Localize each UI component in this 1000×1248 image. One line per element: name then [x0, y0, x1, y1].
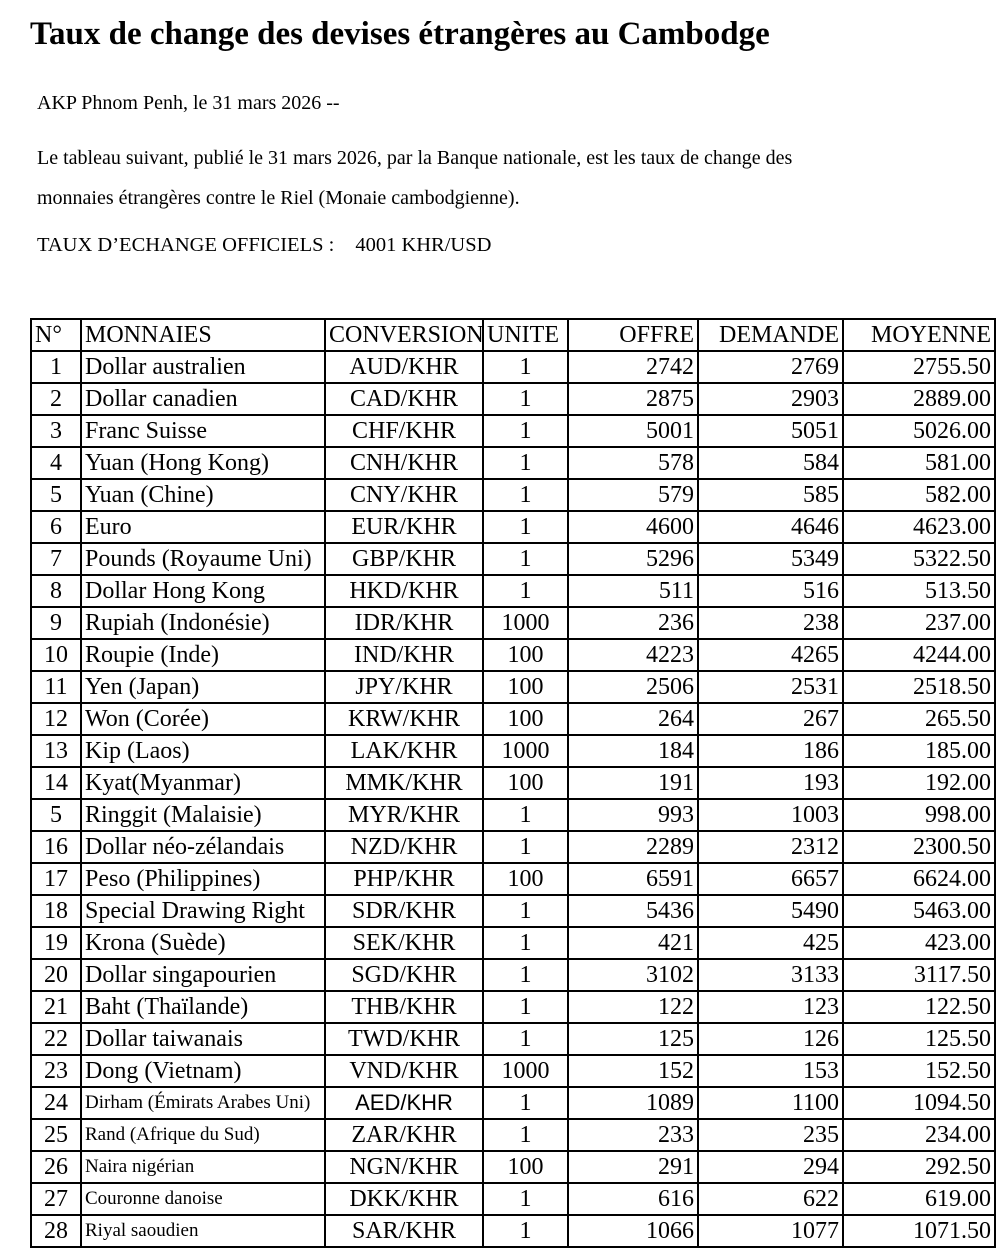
- cell-average: 5463.00: [843, 895, 995, 927]
- document-page: [0, 14, 1000, 1244]
- cell-currency-name: Dollar australien: [81, 351, 325, 383]
- cell-conversion: DKK/KHR: [325, 1183, 483, 1215]
- cell-conversion: NGN/KHR: [325, 1151, 483, 1183]
- cell-number: 9: [31, 607, 81, 639]
- cell-demand: 5051: [698, 415, 843, 447]
- cell-average: 5322.50: [843, 543, 995, 575]
- cell-offer: 2742: [568, 351, 698, 383]
- cell-demand: 425: [698, 927, 843, 959]
- dateline: AKP Phnom Penh, le 31 mars 2026 --: [37, 92, 340, 114]
- cell-unit: 1: [483, 895, 568, 927]
- table-row: [31, 1119, 995, 1151]
- cell-number: 19: [31, 927, 81, 959]
- cell-offer: 236: [568, 607, 698, 639]
- table-row: [31, 447, 995, 479]
- table-row: [31, 543, 995, 575]
- cell-number: 27: [31, 1183, 81, 1215]
- exchange-rate-table: [30, 318, 996, 1248]
- cell-unit: 1: [483, 415, 568, 447]
- cell-offer: 993: [568, 799, 698, 831]
- cell-demand: 267: [698, 703, 843, 735]
- cell-currency-name: Roupie (Inde): [81, 639, 325, 671]
- cell-average: 2300.50: [843, 831, 995, 863]
- cell-average: 1094.50: [843, 1087, 995, 1119]
- cell-demand: 6657: [698, 863, 843, 895]
- cell-demand: 5349: [698, 543, 843, 575]
- cell-demand: 193: [698, 767, 843, 799]
- cell-average: 998.00: [843, 799, 995, 831]
- cell-conversion: AED/KHR: [325, 1087, 483, 1119]
- cell-offer: 191: [568, 767, 698, 799]
- cell-offer: 4223: [568, 639, 698, 671]
- intro-paragraph: [37, 138, 1000, 218]
- cell-conversion: TWD/KHR: [325, 1023, 483, 1055]
- cell-unit: 1: [483, 575, 568, 607]
- table-row: [31, 1151, 995, 1183]
- cell-number: 17: [31, 863, 81, 895]
- cell-average: 582.00: [843, 479, 995, 511]
- cell-conversion: CNY/KHR: [325, 479, 483, 511]
- cell-average: 619.00: [843, 1183, 995, 1215]
- cell-offer: 122: [568, 991, 698, 1023]
- cell-unit: 1: [483, 543, 568, 575]
- cell-unit: 1: [483, 479, 568, 511]
- cell-offer: 184: [568, 735, 698, 767]
- cell-conversion: THB/KHR: [325, 991, 483, 1023]
- cell-number: 6: [31, 511, 81, 543]
- cell-number: 4: [31, 447, 81, 479]
- cell-demand: 2312: [698, 831, 843, 863]
- cell-unit: 1000: [483, 735, 568, 767]
- cell-demand: 123: [698, 991, 843, 1023]
- cell-average: 513.50: [843, 575, 995, 607]
- cell-conversion: EUR/KHR: [325, 511, 483, 543]
- cell-conversion: IDR/KHR: [325, 607, 483, 639]
- cell-demand: 153: [698, 1055, 843, 1087]
- table-row: [31, 991, 995, 1023]
- cell-offer: 3102: [568, 959, 698, 991]
- cell-conversion: CAD/KHR: [325, 383, 483, 415]
- table-row: [31, 351, 995, 383]
- cell-conversion: SAR/KHR: [325, 1215, 483, 1247]
- cell-conversion: GBP/KHR: [325, 543, 483, 575]
- cell-offer: 1089: [568, 1087, 698, 1119]
- column-header-currency: MONNAIES: [81, 319, 325, 351]
- cell-offer: 233: [568, 1119, 698, 1151]
- cell-conversion: SGD/KHR: [325, 959, 483, 991]
- cell-conversion: VND/KHR: [325, 1055, 483, 1087]
- cell-currency-name: Naira nigérian: [81, 1151, 325, 1183]
- cell-unit: 100: [483, 703, 568, 735]
- cell-conversion: SEK/KHR: [325, 927, 483, 959]
- cell-currency-name: Rupiah (Indonésie): [81, 607, 325, 639]
- cell-unit: 1: [483, 927, 568, 959]
- cell-number: 25: [31, 1119, 81, 1151]
- cell-demand: 2531: [698, 671, 843, 703]
- cell-unit: 1000: [483, 607, 568, 639]
- cell-offer: 5436: [568, 895, 698, 927]
- cell-unit: 1: [483, 447, 568, 479]
- cell-average: 2889.00: [843, 383, 995, 415]
- cell-demand: 186: [698, 735, 843, 767]
- cell-conversion: CHF/KHR: [325, 415, 483, 447]
- cell-number: 28: [31, 1215, 81, 1247]
- cell-offer: 578: [568, 447, 698, 479]
- cell-currency-name: Kip (Laos): [81, 735, 325, 767]
- cell-demand: 294: [698, 1151, 843, 1183]
- cell-currency-name: Rand (Afrique du Sud): [81, 1119, 325, 1151]
- cell-average: 125.50: [843, 1023, 995, 1055]
- cell-demand: 3133: [698, 959, 843, 991]
- cell-currency-name: Krona (Suède): [81, 927, 325, 959]
- cell-average: 2755.50: [843, 351, 995, 383]
- column-header-average: MOYENNE: [843, 319, 995, 351]
- cell-currency-name: Franc Suisse: [81, 415, 325, 447]
- table-body: [31, 351, 995, 1247]
- cell-currency-name: Euro: [81, 511, 325, 543]
- table-header-row: [31, 319, 995, 351]
- cell-average: 581.00: [843, 447, 995, 479]
- cell-currency-name: Baht (Thaïlande): [81, 991, 325, 1023]
- cell-number: 3: [31, 415, 81, 447]
- cell-average: 1071.50: [843, 1215, 995, 1247]
- cell-average: 152.50: [843, 1055, 995, 1087]
- column-header-unit: UNITE: [483, 319, 568, 351]
- cell-demand: 235: [698, 1119, 843, 1151]
- cell-number: 2: [31, 383, 81, 415]
- table-row: [31, 511, 995, 543]
- cell-conversion: KRW/KHR: [325, 703, 483, 735]
- cell-unit: 1: [483, 831, 568, 863]
- cell-currency-name: Couronne danoise: [81, 1183, 325, 1215]
- cell-conversion: LAK/KHR: [325, 735, 483, 767]
- cell-conversion: JPY/KHR: [325, 671, 483, 703]
- cell-offer: 616: [568, 1183, 698, 1215]
- table-row: [31, 1055, 995, 1087]
- cell-number: 20: [31, 959, 81, 991]
- cell-currency-name: Yuan (Hong Kong): [81, 447, 325, 479]
- cell-average: 3117.50: [843, 959, 995, 991]
- table-row: [31, 735, 995, 767]
- cell-offer: 6591: [568, 863, 698, 895]
- cell-number: 1: [31, 351, 81, 383]
- cell-unit: 1: [483, 959, 568, 991]
- table-row: [31, 863, 995, 895]
- table-row: [31, 1023, 995, 1055]
- cell-demand: 1100: [698, 1087, 843, 1119]
- cell-demand: 238: [698, 607, 843, 639]
- column-header-offer: OFFRE: [568, 319, 698, 351]
- cell-number: 21: [31, 991, 81, 1023]
- table-row: [31, 703, 995, 735]
- cell-unit: 1: [483, 511, 568, 543]
- cell-offer: 264: [568, 703, 698, 735]
- column-header-conversion: CONVERSION: [325, 319, 483, 351]
- cell-conversion: MMK/KHR: [325, 767, 483, 799]
- cell-average: 192.00: [843, 767, 995, 799]
- cell-unit: 100: [483, 863, 568, 895]
- cell-currency-name: Peso (Philippines): [81, 863, 325, 895]
- cell-number: 8: [31, 575, 81, 607]
- table-row: [31, 415, 995, 447]
- cell-offer: 291: [568, 1151, 698, 1183]
- cell-average: 4623.00: [843, 511, 995, 543]
- cell-currency-name: Special Drawing Right: [81, 895, 325, 927]
- cell-number: 24: [31, 1087, 81, 1119]
- cell-average: 237.00: [843, 607, 995, 639]
- cell-conversion: MYR/KHR: [325, 799, 483, 831]
- cell-offer: 5296: [568, 543, 698, 575]
- cell-unit: 1: [483, 799, 568, 831]
- cell-number: 18: [31, 895, 81, 927]
- cell-average: 265.50: [843, 703, 995, 735]
- cell-unit: 1: [483, 1023, 568, 1055]
- cell-offer: 2875: [568, 383, 698, 415]
- cell-average: 292.50: [843, 1151, 995, 1183]
- cell-demand: 1077: [698, 1215, 843, 1247]
- official-rate-label: TAUX D’ECHANGE OFFICIELS :: [37, 234, 335, 256]
- cell-conversion: SDR/KHR: [325, 895, 483, 927]
- page-title: Taux de change des devises étrangères au Cambodge: [30, 16, 770, 52]
- cell-conversion: AUD/KHR: [325, 351, 483, 383]
- cell-demand: 126: [698, 1023, 843, 1055]
- cell-offer: 1066: [568, 1215, 698, 1247]
- table-row: [31, 383, 995, 415]
- table-row: [31, 895, 995, 927]
- cell-offer: 4600: [568, 511, 698, 543]
- intro-line-1: Le tableau suivant, publié le 31 mars 2026, par la Banque nationale, est les taux de change des: [37, 147, 793, 169]
- cell-number: 26: [31, 1151, 81, 1183]
- table-row: [31, 1087, 995, 1119]
- cell-average: 2518.50: [843, 671, 995, 703]
- cell-currency-name: Dollar néo-zélandais: [81, 831, 325, 863]
- table-row: [31, 959, 995, 991]
- cell-unit: 1: [483, 1087, 568, 1119]
- table-row: [31, 639, 995, 671]
- cell-currency-name: Dollar taiwanais: [81, 1023, 325, 1055]
- cell-conversion: HKD/KHR: [325, 575, 483, 607]
- cell-demand: 622: [698, 1183, 843, 1215]
- table-row: [31, 575, 995, 607]
- cell-demand: 584: [698, 447, 843, 479]
- cell-unit: 1: [483, 1183, 568, 1215]
- cell-unit: 1: [483, 1119, 568, 1151]
- cell-currency-name: Dollar canadien: [81, 383, 325, 415]
- cell-offer: 2506: [568, 671, 698, 703]
- cell-demand: 1003: [698, 799, 843, 831]
- cell-number: 16: [31, 831, 81, 863]
- cell-number: 12: [31, 703, 81, 735]
- cell-average: 423.00: [843, 927, 995, 959]
- cell-conversion: IND/KHR: [325, 639, 483, 671]
- cell-currency-name: Pounds (Royaume Uni): [81, 543, 325, 575]
- cell-number: 5: [31, 799, 81, 831]
- cell-demand: 516: [698, 575, 843, 607]
- cell-offer: 421: [568, 927, 698, 959]
- intro-line-2: monnaies étrangères contre le Riel (Monaie cambodgienne).: [37, 187, 520, 209]
- cell-conversion: ZAR/KHR: [325, 1119, 483, 1151]
- cell-currency-name: Dollar singapourien: [81, 959, 325, 991]
- cell-number: 23: [31, 1055, 81, 1087]
- cell-currency-name: Dong (Vietnam): [81, 1055, 325, 1087]
- cell-unit: 100: [483, 767, 568, 799]
- cell-offer: 511: [568, 575, 698, 607]
- cell-offer: 5001: [568, 415, 698, 447]
- cell-currency-name: Riyal saoudien: [81, 1215, 325, 1247]
- cell-unit: 100: [483, 639, 568, 671]
- cell-conversion: NZD/KHR: [325, 831, 483, 863]
- cell-currency-name: Kyat(Myanmar): [81, 767, 325, 799]
- table-row: [31, 479, 995, 511]
- cell-conversion: PHP/KHR: [325, 863, 483, 895]
- table-row: [31, 607, 995, 639]
- cell-unit: 100: [483, 671, 568, 703]
- cell-unit: 1000: [483, 1055, 568, 1087]
- cell-currency-name: Dollar Hong Kong: [81, 575, 325, 607]
- cell-average: 234.00: [843, 1119, 995, 1151]
- cell-average: 4244.00: [843, 639, 995, 671]
- table-row: [31, 671, 995, 703]
- table-row: [31, 1215, 995, 1247]
- column-header-number: N°: [31, 319, 81, 351]
- table-row: [31, 1183, 995, 1215]
- cell-unit: 1: [483, 383, 568, 415]
- cell-offer: 125: [568, 1023, 698, 1055]
- cell-number: 5: [31, 479, 81, 511]
- cell-demand: 2769: [698, 351, 843, 383]
- cell-number: 7: [31, 543, 81, 575]
- cell-offer: 2289: [568, 831, 698, 863]
- cell-demand: 4646: [698, 511, 843, 543]
- cell-currency-name: Yen (Japan): [81, 671, 325, 703]
- official-rate-value: 4001 KHR/USD: [355, 234, 492, 256]
- official-rate-line: [37, 232, 1000, 258]
- cell-currency-name: Ringgit (Malaisie): [81, 799, 325, 831]
- table-row: [31, 927, 995, 959]
- cell-offer: 579: [568, 479, 698, 511]
- cell-currency-name: Won (Corée): [81, 703, 325, 735]
- cell-currency-name: Dirham (Émirats Arabes Uni): [81, 1087, 325, 1119]
- cell-average: 5026.00: [843, 415, 995, 447]
- cell-unit: 100: [483, 1151, 568, 1183]
- cell-number: 14: [31, 767, 81, 799]
- cell-offer: 152: [568, 1055, 698, 1087]
- cell-demand: 2903: [698, 383, 843, 415]
- cell-number: 22: [31, 1023, 81, 1055]
- cell-demand: 4265: [698, 639, 843, 671]
- cell-number: 10: [31, 639, 81, 671]
- cell-unit: 1: [483, 351, 568, 383]
- column-header-demand: DEMANDE: [698, 319, 843, 351]
- cell-unit: 1: [483, 991, 568, 1023]
- table-row: [31, 767, 995, 799]
- cell-number: 13: [31, 735, 81, 767]
- cell-conversion: CNH/KHR: [325, 447, 483, 479]
- cell-average: 122.50: [843, 991, 995, 1023]
- cell-demand: 5490: [698, 895, 843, 927]
- table-row: [31, 799, 995, 831]
- cell-average: 6624.00: [843, 863, 995, 895]
- cell-number: 11: [31, 671, 81, 703]
- cell-currency-name: Yuan (Chine): [81, 479, 325, 511]
- cell-demand: 585: [698, 479, 843, 511]
- table-row: [31, 831, 995, 863]
- cell-unit: 1: [483, 1215, 568, 1247]
- cell-average: 185.00: [843, 735, 995, 767]
